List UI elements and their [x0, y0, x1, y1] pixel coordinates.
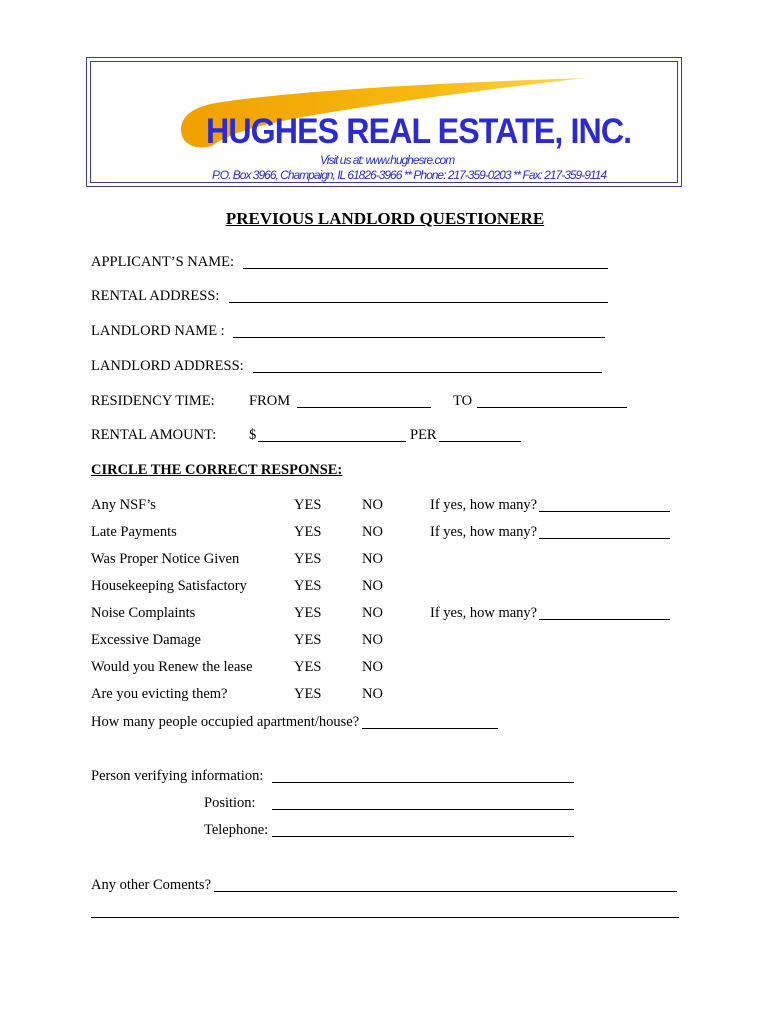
- how-many-label: If yes, how many?: [430, 605, 538, 621]
- occupants-field[interactable]: [362, 728, 498, 729]
- applicant-name-label: APPLICANT’S NAME:: [91, 254, 234, 270]
- question-label: Are you evicting them?: [91, 686, 228, 702]
- no-option[interactable]: NO: [362, 686, 383, 702]
- form-title: PREVIOUS LANDLORD QUESTIONERE: [225, 209, 545, 228]
- telephone-label: Telephone:: [204, 822, 269, 838]
- company-name: HUGHES REAL ESTATE, INC.: [206, 112, 632, 151]
- position-label: Position:: [204, 795, 256, 811]
- yes-option[interactable]: YES: [294, 632, 322, 648]
- no-option[interactable]: NO: [362, 659, 383, 675]
- how-many-field[interactable]: [539, 619, 670, 620]
- landlord-address-label: LANDLORD ADDRESS:: [91, 358, 244, 374]
- yes-option[interactable]: YES: [294, 524, 322, 540]
- yes-option[interactable]: YES: [294, 551, 322, 567]
- person-verifying-label: Person verifying information:: [91, 768, 264, 784]
- question-label: Any NSF’s: [91, 497, 156, 513]
- question-label: Would you Renew the lease: [91, 659, 253, 675]
- comments-label: Any other Coments?: [91, 877, 212, 893]
- dollar-sign: $: [249, 427, 257, 443]
- no-option[interactable]: NO: [362, 578, 383, 594]
- circle-heading: CIRCLE THE CORRECT RESPONSE:: [91, 462, 343, 478]
- landlord-name-label: LANDLORD NAME :: [91, 323, 225, 339]
- question-label: Noise Complaints: [91, 605, 196, 621]
- website-line: Visit us at: www.hughesre.com: [320, 153, 455, 167]
- question-label: Late Payments: [91, 524, 177, 540]
- applicant-name-field[interactable]: [243, 268, 608, 269]
- residency-time-label: RESIDENCY TIME:: [91, 393, 215, 409]
- from-label: FROM: [249, 393, 291, 409]
- to-field[interactable]: [477, 407, 627, 408]
- landlord-name-field[interactable]: [233, 337, 605, 338]
- occupants-label: How many people occupied apartment/house?: [91, 714, 360, 730]
- how-many-field[interactable]: [539, 511, 670, 512]
- rental-address-label: RENTAL ADDRESS:: [91, 288, 220, 304]
- no-option[interactable]: NO: [362, 551, 383, 567]
- no-option[interactable]: NO: [362, 632, 383, 648]
- yes-option[interactable]: YES: [294, 659, 322, 675]
- comments-field-line-2[interactable]: [91, 917, 679, 918]
- comments-field[interactable]: [214, 891, 677, 892]
- landlord-address-field[interactable]: [253, 372, 602, 373]
- yes-option[interactable]: YES: [294, 497, 322, 513]
- how-many-field[interactable]: [539, 538, 670, 539]
- rental-amount-label: RENTAL AMOUNT:: [91, 427, 217, 443]
- to-label: TO: [453, 393, 473, 409]
- yes-option[interactable]: YES: [294, 578, 322, 594]
- yes-option[interactable]: YES: [294, 686, 322, 702]
- position-field[interactable]: [272, 809, 574, 810]
- contact-line: P.O. Box 3966, Champaign, IL 61826-3966 ** Phone: 217-359-0203 ** Fax: 217-359-9114: [212, 168, 607, 182]
- person-verifying-field[interactable]: [272, 782, 574, 783]
- rental-amount-field[interactable]: [258, 441, 406, 442]
- question-label: Was Proper Notice Given: [91, 551, 240, 567]
- question-label: Excessive Damage: [91, 632, 201, 648]
- per-field[interactable]: [439, 441, 521, 442]
- how-many-label: If yes, how many?: [430, 524, 538, 540]
- yes-option[interactable]: YES: [294, 605, 322, 621]
- from-field[interactable]: [297, 407, 431, 408]
- telephone-field[interactable]: [272, 836, 574, 837]
- no-option[interactable]: NO: [362, 524, 383, 540]
- question-label: Housekeeping Satisfactory: [91, 578, 247, 594]
- rental-address-field[interactable]: [229, 302, 608, 303]
- how-many-label: If yes, how many?: [430, 497, 538, 513]
- per-label: PER: [410, 427, 437, 443]
- no-option[interactable]: NO: [362, 497, 383, 513]
- no-option[interactable]: NO: [362, 605, 383, 621]
